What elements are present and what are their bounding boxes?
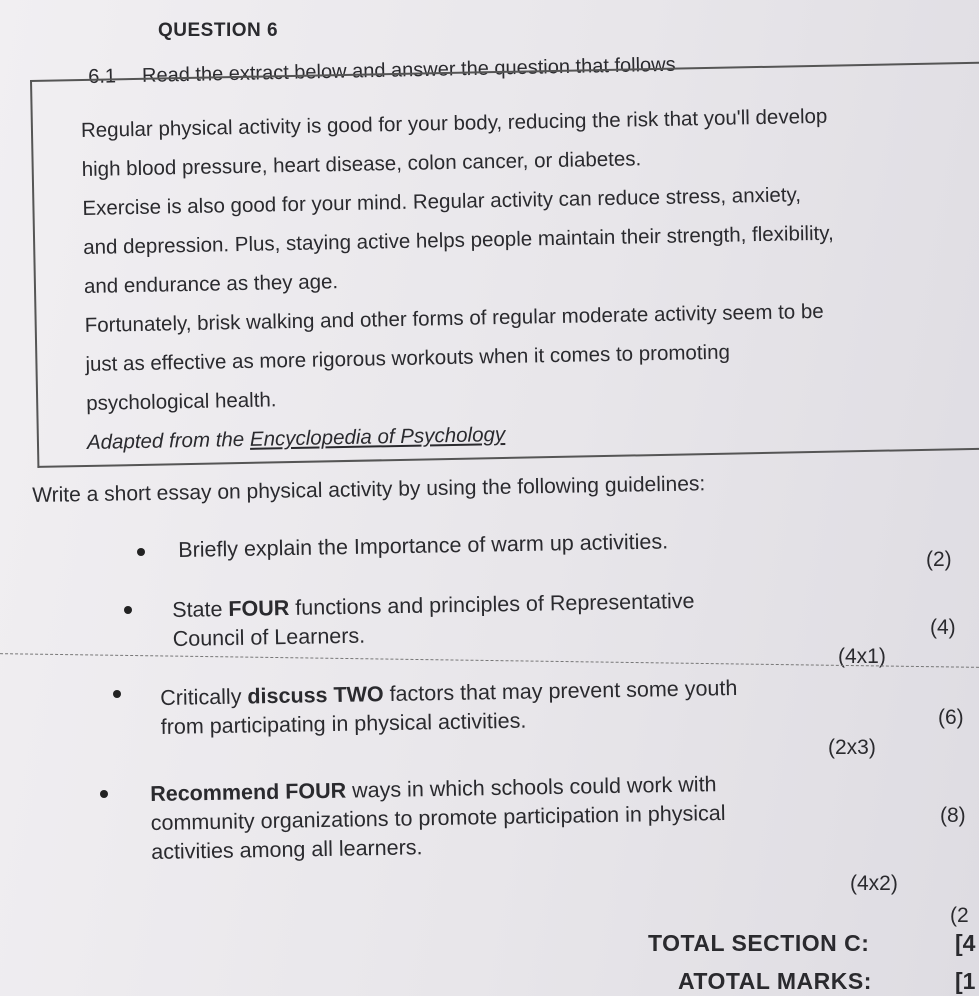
question-intro-text: Read the extract below and answer the question that follows (141, 53, 676, 87)
extract-line: high blood pressure, heart disease, colon cancer, or diabetes. (81, 147, 642, 182)
guideline-2-marks: (4) (930, 616, 956, 639)
guideline-1-marks: (2) (926, 548, 952, 571)
guideline-3-bold: discuss TWO (247, 682, 384, 709)
question-title: QUESTION 6 (158, 20, 279, 41)
guideline-4-bold: Recommend FOUR (150, 778, 347, 806)
bullet-icon (137, 548, 145, 556)
guideline-1-text: Briefly explain the Importance of warm up activities. (178, 529, 669, 562)
extract-line: Regular physical activity is good for your body, reducing the risk that you'll develop (80, 104, 828, 143)
extract-line: just as effective as more rigorous workouts when it comes to promoting (85, 340, 731, 376)
bullet-icon (113, 690, 121, 698)
total-marks-label: ATOTAL MARKS: (678, 968, 872, 994)
guideline-4-line2: community organizations to promote participation in physical (150, 800, 726, 835)
guideline-3 (160, 674, 738, 742)
fold-line (0, 653, 979, 668)
guideline-3-pre: Critically (160, 684, 248, 710)
guideline-4-line3: activities among all learners. (151, 835, 423, 864)
extract-line: and endurance as they age. (83, 270, 339, 298)
guideline-4-marks: (8) (940, 804, 966, 827)
guideline-4-post: ways in which schools could work with (345, 772, 717, 803)
total-marks-value: [1 (955, 968, 976, 994)
guideline-1 (178, 527, 668, 565)
guideline-2-line2: Council of Learners. (172, 623, 366, 651)
source-title: Encyclopedia of Psychology (249, 422, 506, 451)
question-number: 6.1 (88, 65, 117, 88)
guideline-4 (150, 770, 726, 867)
total-section-label: TOTAL SECTION C: (648, 930, 870, 956)
guideline-2 (172, 587, 695, 654)
question-subtotal: (2 (950, 904, 969, 927)
extract-line: Exercise is also good for your mind. Regular activity can reduce stress, anxiety, (82, 183, 802, 221)
guideline-3-line2: from participating in physical activities. (160, 708, 527, 739)
guideline-3-marks: (6) (938, 706, 964, 729)
guideline-2-post: functions and principles of Representative (289, 588, 695, 620)
extract-line: Fortunately, brisk walking and other forms of regular moderate activity seem to be (84, 299, 824, 337)
extract-line: psychological health. (85, 388, 277, 415)
guideline-4-allocation: (4x2) (850, 872, 898, 895)
bullet-icon (100, 790, 108, 798)
guideline-2-pre: State (172, 597, 229, 622)
extract-line: and depression. Plus, staying active helps people maintain their strength, flexibility, (83, 221, 834, 260)
guideline-3-allocation: (2x3) (828, 736, 876, 759)
essay-instruction: Write a short essay on physical activity by using the following guidelines: (32, 472, 706, 507)
guideline-2-bold: FOUR (228, 595, 290, 622)
source-prefix: Adapted from the (86, 427, 251, 454)
total-section-value: [4 (955, 930, 976, 956)
guideline-2-allocation: (4x1) (838, 645, 886, 668)
bullet-icon (124, 606, 132, 614)
guideline-3-post: factors that may prevent some youth (383, 675, 738, 707)
